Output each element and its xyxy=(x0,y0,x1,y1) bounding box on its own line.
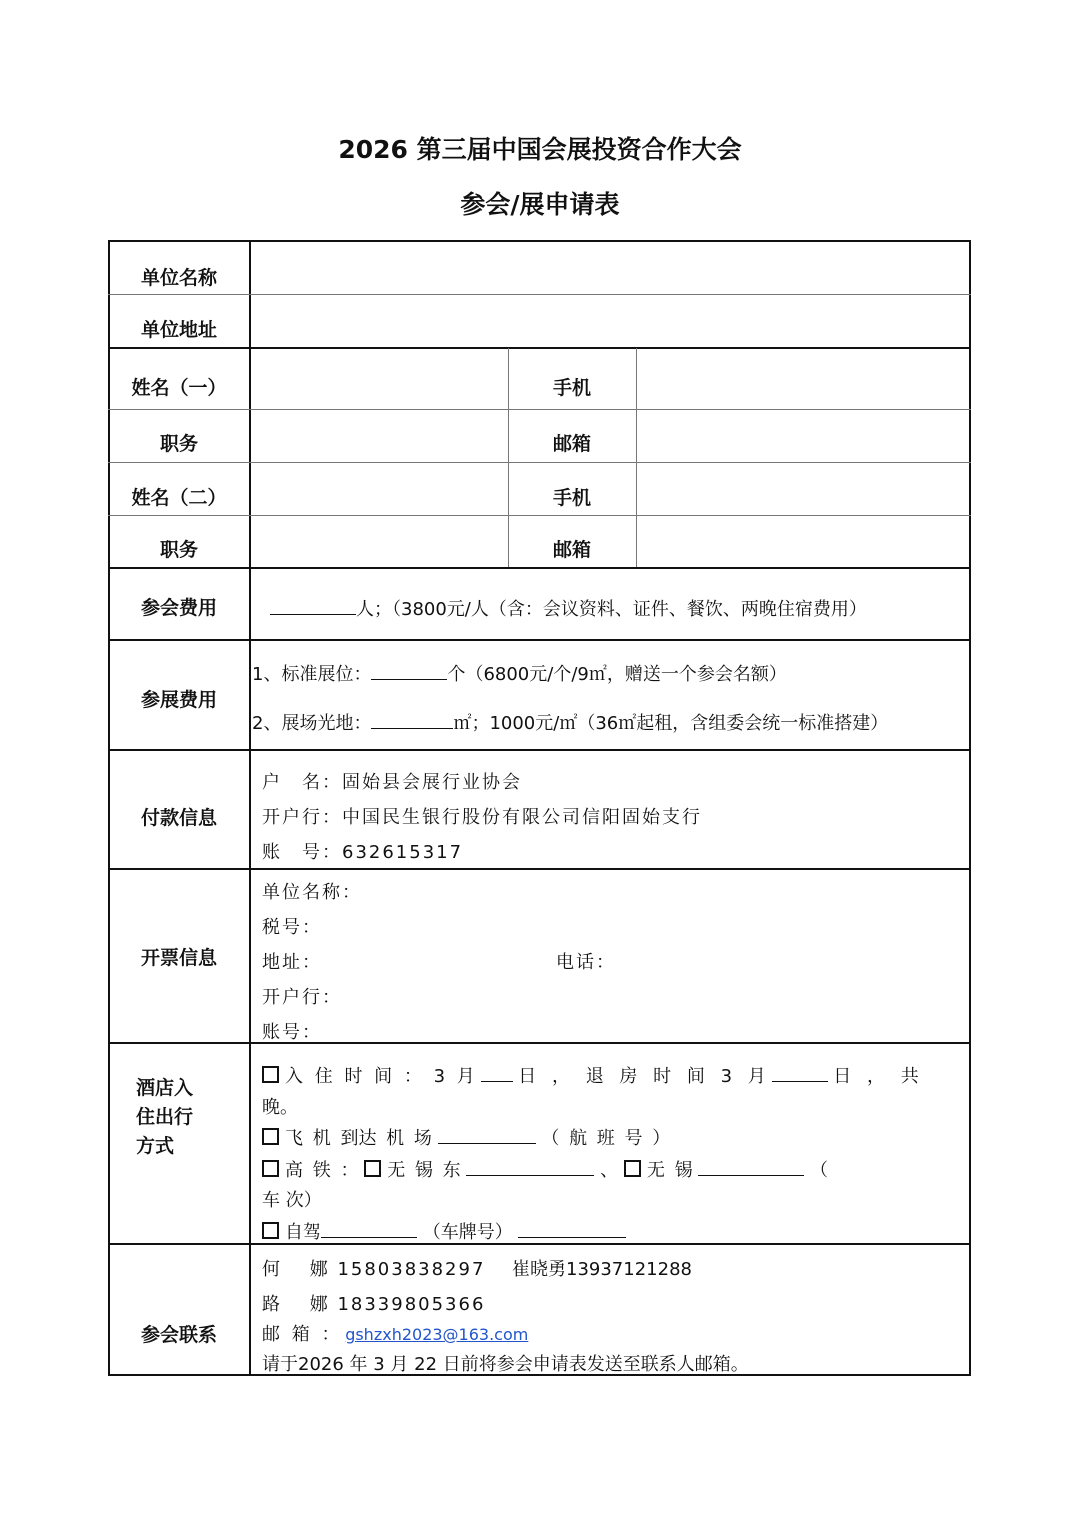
nights-suffix: 晚。 xyxy=(262,1097,298,1118)
raw-space-blank[interactable] xyxy=(371,710,453,729)
row-divider xyxy=(108,749,971,751)
flight-number-blank[interactable] xyxy=(438,1125,536,1144)
invoice-bank: 开户行： xyxy=(262,987,342,1008)
hotel-rail-row xyxy=(262,1156,828,1182)
checkbox-wuxi[interactable] xyxy=(624,1160,641,1177)
label-exhibit-fee: 参展费用 xyxy=(140,688,217,711)
wuxi-east-train-blank[interactable] xyxy=(466,1157,594,1176)
attend-fee-row xyxy=(270,595,867,621)
payment-account-no: 账 号：632615317 xyxy=(262,842,464,863)
checkin-label: 入 住 时 间 ： 3 月 xyxy=(285,1066,475,1087)
label-payment: 付款信息 xyxy=(140,806,217,829)
checkbox-plane[interactable] xyxy=(262,1128,279,1145)
raw-space-price: ㎡；1000元/㎡（36㎡起租，含组委会统一标准搭建） xyxy=(453,713,889,734)
wuxi-train-blank[interactable] xyxy=(698,1157,804,1176)
row-divider xyxy=(108,868,971,870)
standard-booth-price: 个（6800元/个/9㎡，赠送一个参会名额） xyxy=(447,664,787,685)
raw-space-label: 2、展场光地： xyxy=(252,713,372,734)
hotel-plane-row xyxy=(262,1124,670,1150)
exhibit-fee-line-2 xyxy=(252,709,888,735)
exhibit-fee-line-1 xyxy=(252,660,787,686)
label-phone-2: 手机 xyxy=(552,486,591,509)
drive-blank[interactable] xyxy=(321,1219,417,1238)
nights-label: 日 ， 共 xyxy=(833,1066,919,1087)
label-hotel-travel: 酒店入住出行方式 xyxy=(136,1076,194,1157)
attendee-count-blank[interactable] xyxy=(270,596,356,615)
wuxi-label: 无 锡 xyxy=(646,1160,693,1181)
invoice-unit-name: 单位名称： xyxy=(262,882,362,903)
label-position-1: 职务 xyxy=(159,432,198,455)
checkout-day-blank[interactable] xyxy=(772,1063,828,1082)
email-label: 邮 箱 ： xyxy=(262,1324,340,1345)
contact-person-2: 崔晓勇13937121288 xyxy=(512,1259,692,1280)
invoice-phone: 电话： xyxy=(556,952,616,973)
plate-number-blank[interactable] xyxy=(518,1219,626,1238)
label-phone-1: 手机 xyxy=(552,376,591,399)
label-name-1: 姓名（一） xyxy=(131,376,227,399)
label-unit-address: 单位地址 xyxy=(140,318,217,341)
standard-booth-label: 1、标准展位： xyxy=(252,664,372,685)
hotel-checkin-row xyxy=(262,1062,919,1088)
page-title: 2026 第三届中国会展投资合作大会 xyxy=(338,135,742,164)
label-email-1: 邮箱 xyxy=(552,432,591,455)
standard-booth-blank[interactable] xyxy=(371,661,447,680)
label-attend-fee: 参会费用 xyxy=(140,596,217,619)
invoice-account: 账号： xyxy=(262,1022,322,1043)
payment-account-name: 户 名：固始县会展行业协会 xyxy=(262,772,522,793)
flight-number-label: （ 航 班 号 ） xyxy=(541,1128,671,1149)
plane-label: 飞 机 到达 机 场 xyxy=(285,1128,432,1149)
rail-label: 高 铁 ： xyxy=(285,1160,359,1181)
label-contact: 参会联系 xyxy=(140,1323,217,1346)
contact-email-link[interactable]: gshzxh2023@163.com xyxy=(345,1325,529,1344)
train-number-label: 车 次） xyxy=(262,1190,322,1211)
contact-person-1: 何 娜 15803838297 xyxy=(262,1259,486,1280)
label-invoice: 开票信息 xyxy=(140,946,217,969)
label-unit-name: 单位名称 xyxy=(140,266,217,289)
plate-number-label: （车牌号） xyxy=(422,1222,513,1243)
rail-separator: 、 xyxy=(600,1160,619,1181)
wuxi-east-label: 无 锡 东 xyxy=(387,1160,461,1181)
label-name-2: 姓名（二） xyxy=(131,486,227,509)
row-divider xyxy=(108,1042,971,1044)
checkbox-drive[interactable] xyxy=(262,1222,279,1239)
hotel-drive-row xyxy=(262,1218,626,1244)
attend-fee-unit: 人； xyxy=(356,599,392,620)
payment-bank: 开户行：中国民生银行股份有限公司信阳固始支行 xyxy=(262,807,702,828)
contact-email-row xyxy=(262,1320,528,1346)
checkbox-wuxi-east[interactable] xyxy=(364,1160,381,1177)
column-divider xyxy=(636,348,637,567)
page-subtitle: 参会/展申请表 xyxy=(460,190,620,219)
checkbox-stay[interactable] xyxy=(262,1066,279,1083)
checkbox-rail[interactable] xyxy=(262,1160,279,1177)
label-position-2: 职务 xyxy=(159,538,198,561)
label-email-2: 邮箱 xyxy=(552,538,591,561)
checkout-label: 日 ， 退 房 时 间 3 月 xyxy=(518,1066,766,1087)
row-divider xyxy=(108,639,971,641)
checkin-day-blank[interactable] xyxy=(481,1063,513,1082)
invoice-tax-no: 税号： xyxy=(262,917,322,938)
contact-person-3: 路 娜 18339805366 xyxy=(262,1294,486,1315)
train-number-open: （ xyxy=(810,1160,829,1181)
drive-label: 自驾 xyxy=(285,1222,321,1243)
attend-fee-detail: （3800元/人（含：会议资料、证件、餐饮、两晚住宿费用） xyxy=(392,599,867,620)
submission-deadline-note: 请于2026 年 3 月 22 日前将参会申请表发送至联系人邮箱。 xyxy=(262,1354,749,1375)
invoice-address: 地址： xyxy=(262,952,322,973)
